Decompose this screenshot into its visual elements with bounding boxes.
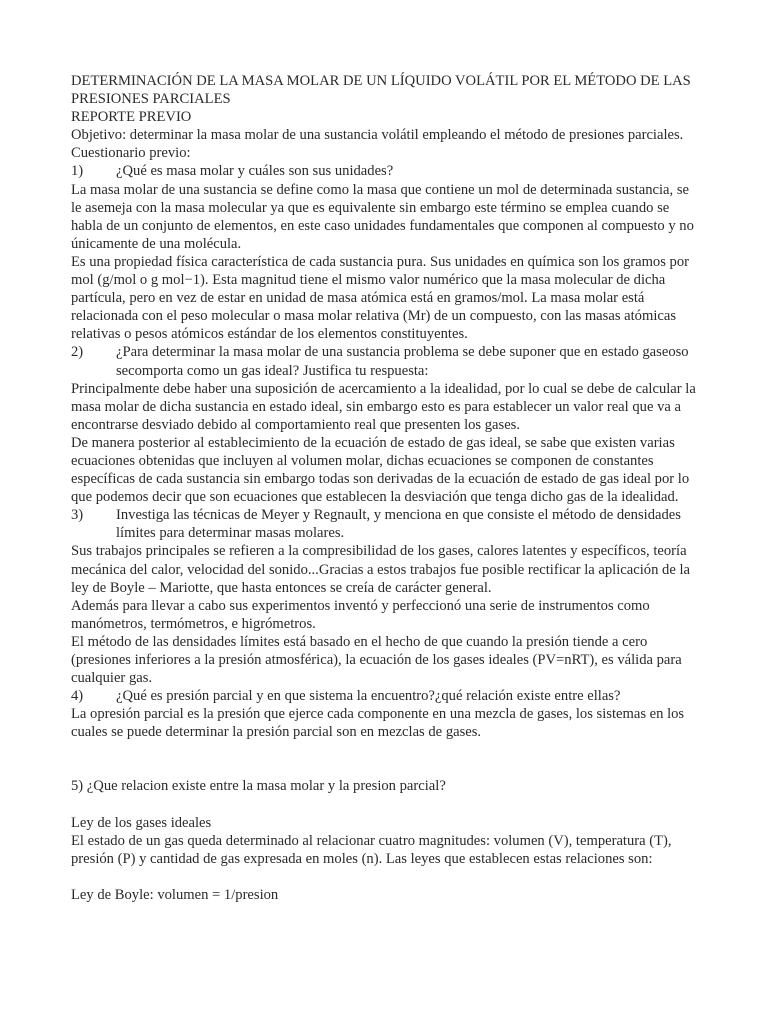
question-number: 3) [71,507,84,524]
blank-space [71,741,701,777]
question-text: ¿Qué es presión parcial y en que sistema la encuentro?¿qué relación existe entre ellas? [116,688,621,705]
blank-space [71,868,701,886]
section-paragraph: El estado de un gas queda determinado al relacionar cuatro magnitudes: volumen (V), temperatura (T), presión (P) y cantidad de gas expresada en moles (n). Las leyes que establecen estas relaciones son: [71,832,672,867]
question-1 [71,162,701,180]
question-5: 5) ¿Que relacion existe entre la masa molar y la presion parcial? [71,778,446,795]
answer-paragraph: Además para llevar a cabo sus experimentos inventó y perfeccionó una serie de instrumentos como manómetros, termómetros, e higrómetros. [71,597,650,632]
question-2 [71,343,701,379]
document-page [71,72,701,904]
answer-paragraph: El método de las densidades límites está basado en el hecho de que cuando la presión tiende a cero (presiones inferiores a la presión atmosférica), la ecuación de los gases ideales (PV=nRT), es válida para cualquier gas. [71,633,682,687]
question-text: ¿Qué es masa molar y cuáles son sus unidades? [116,163,394,180]
question-number: 2) [71,344,84,361]
answer-paragraph: La masa molar de una sustancia se define como la masa que contiene un mol de determinada sustancia, se le asemeja con la masa molecular ya que es equivalente sin embargo este término se emplea cuando se habla de un conjunto de elementos, en este caso unidades fundamentales que componen al compuesto y no únicamente de una molécula. [71,181,694,252]
answer-paragraph: La opresión parcial es la presión que ejerce cada componente en una mezcla de gases, los sistemas en los cuales se puede determinar la presión parcial son en mezclas de gases. [71,706,685,741]
answer-paragraph: Sus trabajos principales se refieren a la compresibilidad de los gases, calores latentes y específicos, teoría mecánica del calor, velocidad del sonido...Gracias a estos trabajos fue posible rectificar la aplicación de la ley de Boyle – Mariotte, que hasta entonces se creía de carácter general. [71,543,690,596]
answer-paragraph: Principalmente debe haber una suposición de acercamiento a la idealidad, por lo cual se debe de calcular la masa molar de dicha sustancia en estado ideal, sin embargo esto es para establecer un valor real que va a encontrarse desviado debido al comportamiento real que presenten los gases. [71,380,696,433]
question-3 [71,506,701,542]
document-title: DETERMINACIÓN DE LA MASA MOLAR DE UN LÍQUIDO VOLÁTIL POR EL MÉTODO DE LAS PRESIONES PARCIALES [71,73,691,108]
questionnaire-heading: Cuestionario previo: [71,145,191,162]
question-text: Investiga las técnicas de Meyer y Regnault, y menciona en que consiste el método de densidades límites para determinar masas molares. [116,507,681,542]
question-text: ¿Para determinar la masa molar de una sustancia problema se debe suponer que en estado gaseoso secomporta como un gas ideal? Justifica tu respuesta: [116,344,689,379]
question-number: 4) [71,688,84,705]
blank-space [71,796,701,814]
document-subtitle: REPORTE PREVIO [71,109,192,126]
boyle-law-line: Ley de Boyle: volumen = 1/presion [71,886,279,903]
section-heading: Ley de los gases ideales [71,814,212,831]
question-number: 1) [71,163,84,180]
answer-paragraph: De manera posterior al establecimiento de la ecuación de estado de gas ideal, se sabe que existen varias ecuaciones obtenidas que incluyen al volumen molar, dichas ecuaciones se componen de constantes específicas de cada sustancia sin embargo todas son derivadas de la ecuación de estado de gas ideal por lo que podemos decir que son ecuaciones que establecen la desviación que tenga dicho gas de la idealidad. [71,434,690,506]
objective-text: Objetivo: determinar la masa molar de una sustancia volátil empleando el método de presiones parciales. [71,127,684,144]
answer-paragraph: Es una propiedad física característica de cada sustancia pura. Sus unidades en química son los gramos por mol (g/mol o g mol−1). Esta magnitud tiene el mismo valor numérico que la masa molecular de dicha partícula, pero en vez de estar en unidad de masa atómica está en gramos/mol. La masa molar está relacionada con el peso molecular o masa molar relativa (Mr) de un compuesto, con las masas atómicas relativas o pesos atómicos estándar de los elementos constituyentes. [71,253,690,343]
question-4 [71,687,701,705]
